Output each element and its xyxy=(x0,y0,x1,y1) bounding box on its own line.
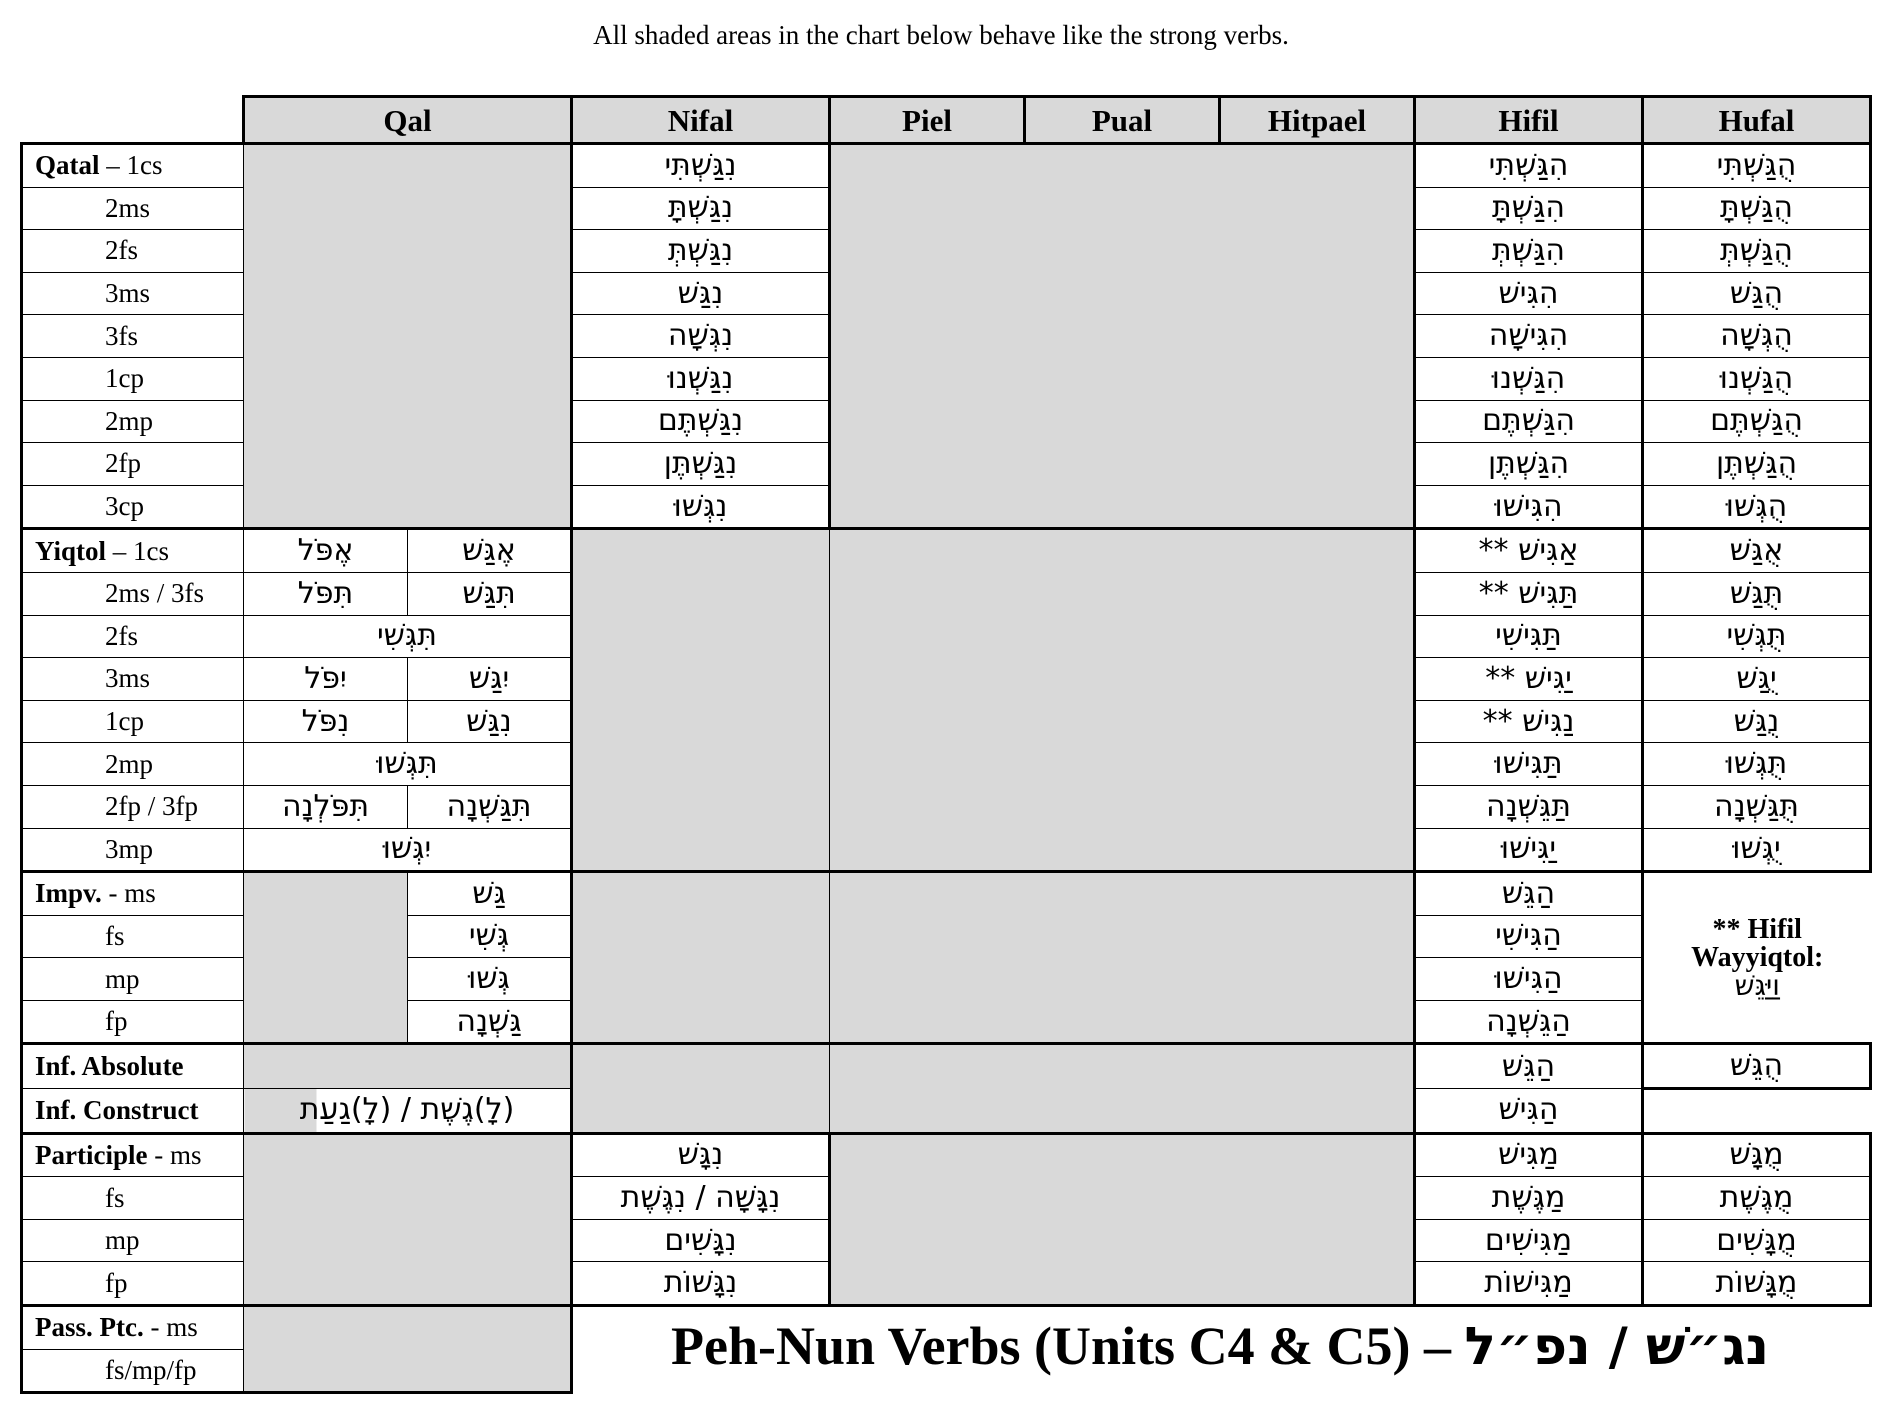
qatal-label-1cs: Qatal – 1cs xyxy=(22,144,244,188)
header-pual: Pual xyxy=(1025,97,1220,144)
impv-person-label: ms xyxy=(124,878,156,909)
qal-yiqtol-3ms-a: יִפֹּל xyxy=(244,658,408,701)
hifil-participle-mp: מַגִּישִׁים xyxy=(1415,1219,1643,1262)
inf-absolute-text: Inf. Absolute xyxy=(35,1051,184,1082)
hifil-participle-fs: מַגֶּשֶׁת xyxy=(1415,1177,1643,1220)
qatal-label-2mp: 2mp xyxy=(22,400,244,443)
paradigm-chart xyxy=(20,95,1872,1394)
qal-yiqtol-2fp-b: תִּגַּשְׁנָה xyxy=(408,785,572,828)
hufal-yiqtol-3ms: יֻגַּשׁ xyxy=(1643,658,1871,701)
hufal-participle-fs: מֻגֶּשֶׁת xyxy=(1643,1177,1871,1220)
qal-impv-mp: גְּשׁוּ xyxy=(408,958,572,1001)
yiqtol-label-2fs: 2fs xyxy=(22,615,244,658)
hufal-qatal-1cs: הֻגַּשְׁתִּי xyxy=(1643,144,1871,188)
qal-yiqtol-1cp-a: נִפֹּל xyxy=(244,700,408,743)
piel-pual-hitpael-qatal-shaded xyxy=(830,144,1415,529)
yiqtol-label-2mp: 2mp xyxy=(22,743,244,786)
hifil-wayyiqtol-footnote xyxy=(1643,872,1871,1044)
inf-construct-label xyxy=(22,1089,244,1134)
hifil-participle-ms: מַגִּישׁ xyxy=(1415,1133,1643,1177)
qal-impv-shaded xyxy=(244,872,408,1044)
header-qal: Qal xyxy=(244,97,572,144)
hifil-participle-fp: מַגִּישׁוֹת xyxy=(1415,1262,1643,1306)
hufal-yiqtol-2fp: תֻּגַּשְׁנָה xyxy=(1643,785,1871,828)
nifal-qatal-2fs: נִגַּשְׁתְּ xyxy=(572,230,830,273)
nifal-yiqtol-shaded xyxy=(572,529,830,872)
nifal-inf-shaded xyxy=(572,1044,830,1133)
hifil-qatal-2fp: הִגַּשְׁתֶּן xyxy=(1415,443,1643,486)
hufal-qatal-2ms: הֻגַּשְׁתָּ xyxy=(1643,187,1871,230)
impv-label-mp: mp xyxy=(22,958,244,1001)
qal-yiqtol-1cs-a: אֶפֹּל xyxy=(244,529,408,573)
header-hufal: Hufal xyxy=(1643,97,1871,144)
footnote-title: ** Hifil Wayyiqtol: xyxy=(1691,913,1824,973)
hifil-qatal-2ms: הִגַּשְׁתָּ xyxy=(1415,187,1643,230)
hufal-qatal-2mp: הֻגַּשְׁתֶּם xyxy=(1643,400,1871,443)
hufal-yiqtol-2fs: תֻּגְּשִׁי xyxy=(1643,615,1871,658)
hufal-participle-fp: מֻגָּשׁוֹת xyxy=(1643,1262,1871,1306)
hufal-yiqtol-1cp: נֻגַּשׁ xyxy=(1643,700,1871,743)
hifil-impv-mp: הַגִּישׁוּ xyxy=(1415,958,1643,1001)
hifil-qatal-3cp: הִגִּישׁוּ xyxy=(1415,485,1643,529)
hifil-qatal-3fs: הִגִּישָׁה xyxy=(1415,315,1643,358)
hifil-impv-fp: הַגֵּשְׁנָה xyxy=(1415,1000,1643,1044)
qal-inf-construct: (לָ)גֶשֶׁת / (לָ)גַעַת xyxy=(244,1089,572,1134)
impv-label-fs: fs xyxy=(22,915,244,958)
hufal-inf-absolute: הֻגֵּשׁ xyxy=(1643,1044,1871,1089)
nifal-qatal-2fp: נִגַּשְׁתֶּן xyxy=(572,443,830,486)
corner-blank xyxy=(22,97,244,144)
qatal-label-2fs: 2fs xyxy=(22,230,244,273)
qal-yiqtol-3mp: יִגְּשׁוּ xyxy=(244,828,572,872)
header-hitpael: Hitpael xyxy=(1220,97,1415,144)
nifal-qatal-1cp: נִגַּשְׁנוּ xyxy=(572,357,830,400)
hufal-yiqtol-2ms: תֻּגַּשׁ xyxy=(1643,572,1871,615)
footnote-form: וַיַּגֵּשׁ xyxy=(1734,968,1780,1002)
qal-yiqtol-1cs-b: אֶגַּשׁ xyxy=(408,529,572,573)
qal-yiqtol-2ms-b: תִּגַּשׁ xyxy=(408,572,572,615)
yiqtol-person-label: 1cs xyxy=(133,535,170,566)
qatal-label-1cp: 1cp xyxy=(22,357,244,400)
yiqtol-label-2ms3fs: 2ms / 3fs xyxy=(22,572,244,615)
header-hifil: Hifil xyxy=(1415,97,1643,144)
qal-yiqtol-3ms-b: יִגַּשׁ xyxy=(408,658,572,701)
yiqtol-group-label: Yiqtol xyxy=(35,535,107,566)
yiqtol-label-1cp: 1cp xyxy=(22,700,244,743)
pass-ptc-label-ms: Pass. Ptc. - ms xyxy=(22,1306,244,1350)
hifil-qatal-1cp: הִגַּשְׁנוּ xyxy=(1415,357,1643,400)
qatal-label-2ms: 2ms xyxy=(22,187,244,230)
hufal-yiqtol-2mp: תֻּגְּשׁוּ xyxy=(1643,743,1871,786)
hifil-yiqtol-2fp: תַּגֵּשְׁנָה xyxy=(1415,785,1643,828)
hifil-yiqtol-1cs: אַגִּישׁ ** xyxy=(1415,529,1643,573)
nifal-qatal-1cs: נִגַּשְׁתִּי xyxy=(572,144,830,188)
hufal-yiqtol-1cs: אֻגַּשׁ xyxy=(1643,529,1871,573)
hifil-yiqtol-3mp: יַגִּישׁוּ xyxy=(1415,828,1643,872)
qal-yiqtol-2fs: תִּגְּשִׁי xyxy=(244,615,572,658)
qatal-person-label: 1cs xyxy=(126,150,163,181)
impv-label-ms: Impv. - ms xyxy=(22,872,244,916)
qal-participle-shaded xyxy=(244,1133,572,1305)
header-piel: Piel xyxy=(830,97,1025,144)
nifal-participle-mp: נִגָּשִׁים xyxy=(572,1219,830,1262)
qal-impv-ms: גַּשׁ xyxy=(408,872,572,916)
participle-label-mp: mp xyxy=(22,1219,244,1262)
nifal-participle-ms: נִגָּשׁ xyxy=(572,1133,830,1177)
hufal-qatal-1cp: הֻגַּשְׁנוּ xyxy=(1643,357,1871,400)
hifil-inf-construct: הַגִּישׁ xyxy=(1415,1089,1643,1134)
pass-ptc-group-label: Pass. Ptc. xyxy=(35,1312,144,1343)
hifil-qatal-1cs: הִגַּשְׁתִּי xyxy=(1415,144,1643,188)
participle-person-label: ms xyxy=(169,1139,202,1170)
nifal-participle-fp: נִגָּשׁוֹת xyxy=(572,1262,830,1306)
yiqtol-label-3mp: 3mp xyxy=(22,828,244,872)
piel-pual-hitpael-participle-shaded xyxy=(830,1133,1415,1305)
qal-yiqtol-2mp: תִּגְּשׁוּ xyxy=(244,743,572,786)
chart-note: All shaded areas in the chart below behave like the strong verbs. xyxy=(593,20,1289,50)
hifil-qatal-2fs: הִגַּשְׁתְּ xyxy=(1415,230,1643,273)
nifal-qatal-3ms: נִגַּשׁ xyxy=(572,272,830,315)
hufal-qatal-2fs: הֻגַּשְׁתְּ xyxy=(1643,230,1871,273)
piel-pual-hitpael-inf-shaded xyxy=(830,1044,1415,1133)
qal-yiqtol-2ms-a: תִּפֹּל xyxy=(244,572,408,615)
participle-label-fs: fs xyxy=(22,1177,244,1220)
hifil-qatal-2mp: הִגַּשְׁתֶּם xyxy=(1415,400,1643,443)
hifil-yiqtol-1cp: נַגִּישׁ ** xyxy=(1415,700,1643,743)
yiqtol-label-1cs: Yiqtol – 1cs xyxy=(22,529,244,573)
qal-yiqtol-1cp-b: נִגַּשׁ xyxy=(408,700,572,743)
hifil-yiqtol-2ms: תַּגִּישׁ ** xyxy=(1415,572,1643,615)
qal-impv-fs: גְּשִׁי xyxy=(408,915,572,958)
yiqtol-label-2fp3fp: 2fp / 3fp xyxy=(22,785,244,828)
nifal-participle-fs: נִגָּשָׁה / נִגֶּשֶׁת xyxy=(572,1177,830,1220)
piel-pual-hitpael-yiqtol-shaded xyxy=(830,529,1415,872)
participle-label-ms: Participle - ms xyxy=(22,1133,244,1177)
hufal-qatal-3ms: הֻגַּשׁ xyxy=(1643,272,1871,315)
qatal-label-3cp: 3cp xyxy=(22,485,244,529)
hifil-yiqtol-2fs: תַּגִּישִׁי xyxy=(1415,615,1643,658)
qal-impv-fp: גַּשְׁנָה xyxy=(408,1000,572,1044)
nifal-qatal-3fs: נִגְּשָׁה xyxy=(572,315,830,358)
nifal-qatal-2ms: נִגַּשְׁתָּ xyxy=(572,187,830,230)
yiqtol-label-3ms: 3ms xyxy=(22,658,244,701)
hufal-qatal-2fp: הֻגַּשְׁתֶּן xyxy=(1643,443,1871,486)
hifil-impv-ms: הַגֵּשׁ xyxy=(1415,872,1643,916)
nifal-qatal-3cp: נִגְּשׁוּ xyxy=(572,485,830,529)
hufal-qatal-3cp: הֻגְּשׁוּ xyxy=(1643,485,1871,529)
qal-qatal-shaded xyxy=(244,144,572,529)
hifil-yiqtol-3ms: יַגִּישׁ ** xyxy=(1415,658,1643,701)
hufal-participle-ms: מֻגָּשׁ xyxy=(1643,1133,1871,1177)
hufal-participle-mp: מֻגָּשִׁים xyxy=(1643,1219,1871,1262)
header-nifal: Nifal xyxy=(572,97,830,144)
hufal-qatal-3fs: הֻגְּשָׁה xyxy=(1643,315,1871,358)
nifal-impv-shaded xyxy=(572,872,830,1044)
qal-yiqtol-2fp-a: תִּפֹּלְנָה xyxy=(244,785,408,828)
piel-pual-hitpael-impv-shaded xyxy=(830,872,1415,1044)
hifil-inf-absolute: הַגֵּשׁ xyxy=(1415,1044,1643,1089)
qatal-label-3fs: 3fs xyxy=(22,315,244,358)
participle-label-fp: fp xyxy=(22,1262,244,1306)
chart-title-hebrew: נג״שׁ / נפ״ל xyxy=(1464,1317,1770,1377)
hifil-yiqtol-2mp: תַּגִּישׁוּ xyxy=(1415,743,1643,786)
nifal-qatal-2mp: נִגַּשְׁתֶּם xyxy=(572,400,830,443)
inf-construct-text: Inf. Construct xyxy=(35,1094,199,1125)
impv-group-label: Impv. xyxy=(35,878,102,909)
chart-title-text: Peh-Nun Verbs (Units C4 & C5) – xyxy=(670,1316,1452,1376)
impv-label-fp: fp xyxy=(22,1000,244,1044)
qal-pass-ptc-shaded xyxy=(244,1306,572,1393)
chart-title xyxy=(575,1315,1865,1385)
hifil-qatal-3ms: הִגִּישׁ xyxy=(1415,272,1643,315)
qatal-label-2fp: 2fp xyxy=(22,443,244,486)
qatal-group-label: Qatal xyxy=(35,150,100,181)
hufal-inf-construct-blank xyxy=(1643,1089,1871,1134)
qal-inf-abs-shaded xyxy=(244,1044,572,1089)
hufal-yiqtol-3mp: יֻגְּשׁוּ xyxy=(1643,828,1871,872)
hifil-impv-fs: הַגִּישִׁי xyxy=(1415,915,1643,958)
pass-ptc-label-rest: fs/mp/fp xyxy=(22,1349,244,1393)
inf-absolute-label xyxy=(22,1044,244,1089)
participle-group-label: Participle xyxy=(35,1139,148,1170)
qatal-label-3ms: 3ms xyxy=(22,272,244,315)
pass-ptc-person-label: ms xyxy=(166,1312,198,1343)
